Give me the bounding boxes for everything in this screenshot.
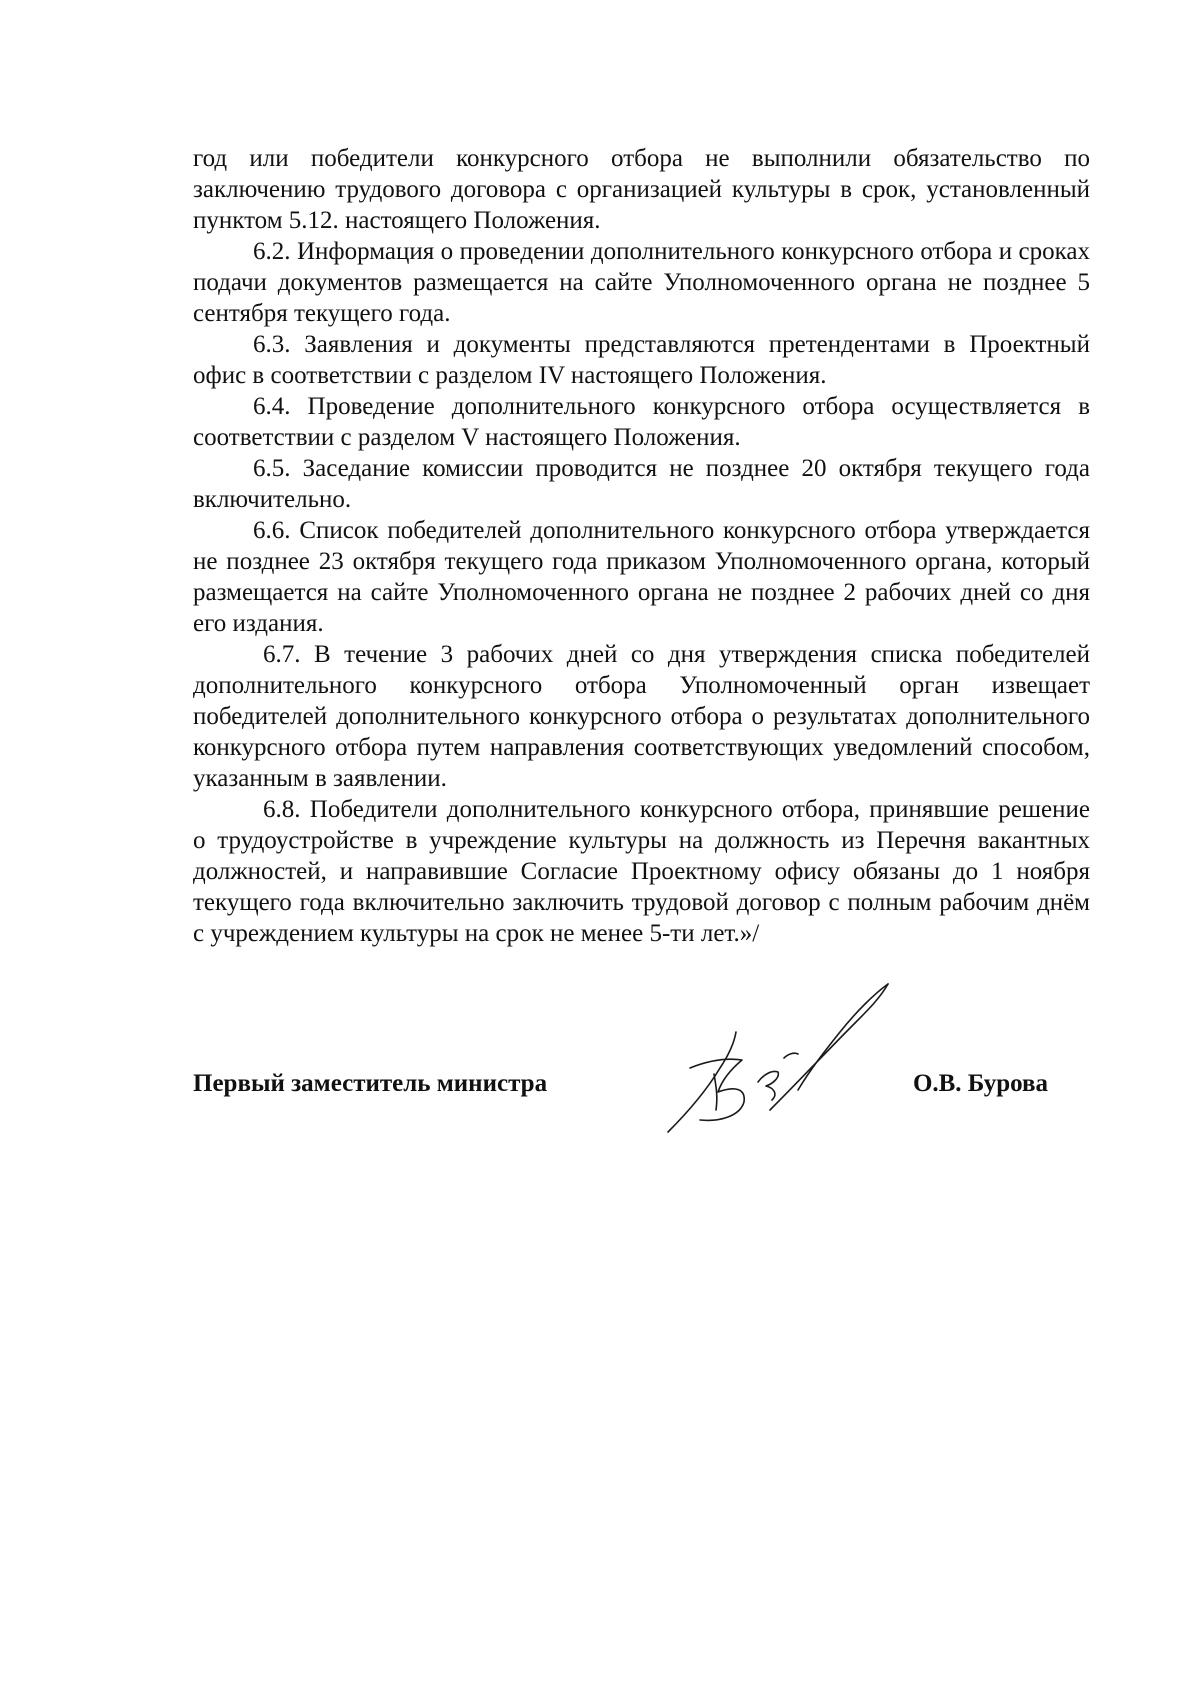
signature-block (193, 1070, 1090, 1100)
paragraph-continuation: год или победители конкурсного отбора не выполнили обязательство по заключению трудового договора с организацией культуры в срок, установленный пунктом 5.12. настоящего Положения. (193, 145, 1090, 234)
paragraph-6-7: 6.7. В течение 3 рабочих дней со дня утверждения списка победителей дополнительного конкурсного отбора Уполномоченный орган извещает победителей дополнительного конкурсного отбора о результатах дополнительного конкурсного отбора путем направления соответствующих уведомлений способом, указанным в заявлении. (193, 641, 1090, 792)
paragraph-6-6: 6.6. Список победителей дополнительного конкурсного отбора утверждается не позднее 23 октября текущего года приказом Уполномоченного органа, который размещается на сайте Уполномоченного органа не позднее 2 рабочих дней со дня его издания. (193, 517, 1090, 637)
signer-title: Первый заместитель министра (193, 1070, 548, 1097)
handwritten-signature (660, 970, 900, 1140)
paragraph-6-4: 6.4. Проведение дополнительного конкурсного отбора осуществляется в соответствии с разделом V настоящего Положения. (193, 393, 1090, 451)
document-body (193, 143, 1090, 949)
paragraph-6-8: 6.8. Победители дополнительного конкурсного отбора, принявшие решение о трудоустройстве в учреждение культуры на должность из Перечня вакантных должностей, и направившие Согласие Проектному офису обязаны до 1 ноября текущего года включительно заключить трудовой договор с полным рабочим днём с учреждением культуры на срок не менее 5-ти лет.»/ (193, 796, 1090, 947)
paragraph-6-5: 6.5. Заседание комиссии проводится не позднее 20 октября текущего года включительно. (193, 455, 1090, 513)
paragraph-6-2: 6.2. Информация о проведении дополнительного конкурсного отбора и сроках подачи документов размещается на сайте Уполномоченного органа не позднее 5 сентября текущего года. (193, 238, 1090, 327)
signer-name: О.В. Бурова (912, 1070, 1048, 1097)
paragraph-6-3: 6.3. Заявления и документы представляются претендентами в Проектный офис в соответствии с разделом IV настоящего Положения. (193, 331, 1090, 389)
